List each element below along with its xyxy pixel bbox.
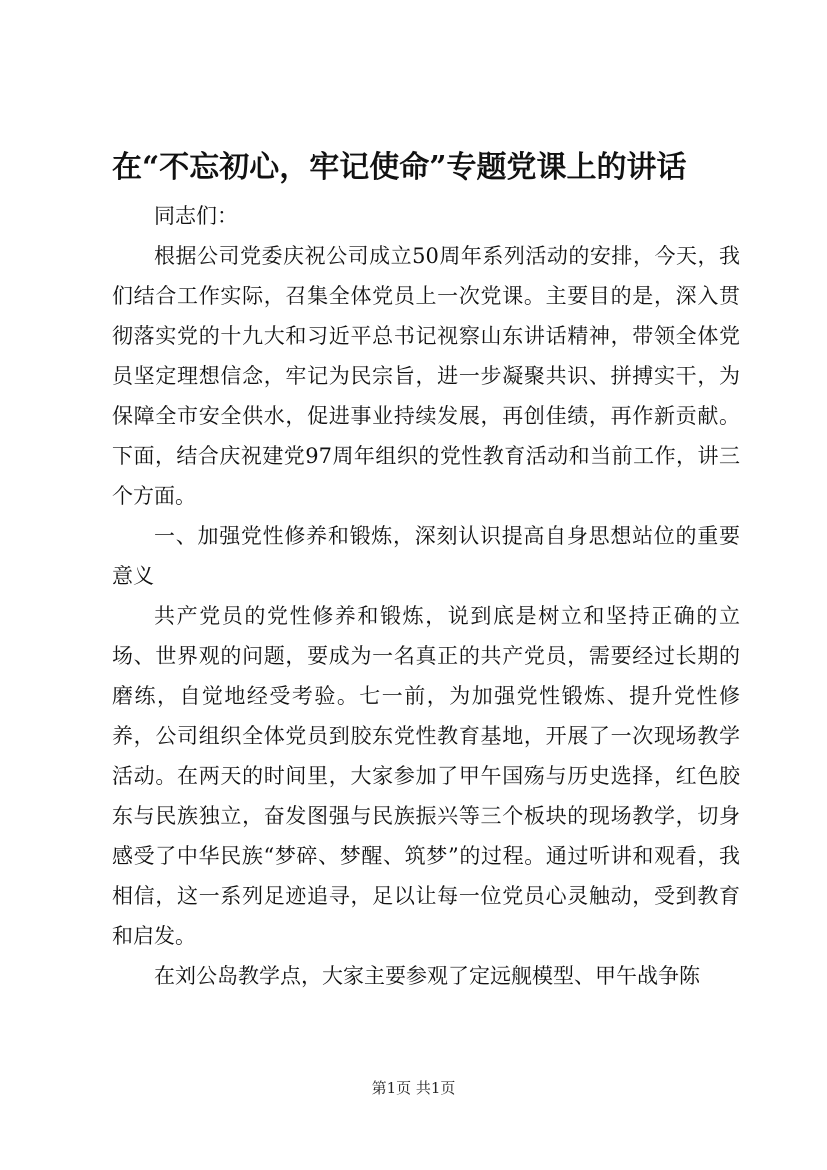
document-title: 在“不忘初心，牢记使命”专题党课上的讲话 [112, 150, 687, 185]
document-body [112, 196, 740, 996]
page-footer: 第1页 共1页 [371, 1079, 456, 1097]
paragraph-intro: 根据公司党委庆祝公司成立50周年系列活动的安排，今天，我们结合工作实际，召集全体党员上一次党课。主要目的是，深入贯彻落实党的十九大和习近平总书记视察山东讲话精神，带领全体党员坚定理想信念，牢记为民宗旨，进一步凝聚共识、拼搏实干，为保障全市安全供水，促进事业持续发展，再创佳绩，再作新贡献。下面，结合庆祝建党97周年组织的党性教育活动和当前工作，讲三个方面。 [112, 244, 740, 508]
paragraph-party-spirit: 共产党员的党性修养和锻炼，说到底是树立和坚持正确的立场、世界观的问题，要成为一名真正的共产党员，需要经过长期的磨练，自觉地经受考验。七一前，为加强党性锻炼、提升党性修养，公司组织全体党员到胶东党性教育基地，开展了一次现场教学活动。在两天的时间里，大家参加了甲午国殇与历史选择，红色胶东与民族独立，奋发图强与民族振兴等三个板块的现场教学，切身感受了中华民族“梦碎、梦醒、筑梦”的过程。通过听讲和观看，我相信，这一系列足迹追寻，足以让每一位党员心灵触动，受到教育和启发。 [112, 604, 740, 948]
paragraph-liugong-island: 在刘公岛教学点，大家主要参观了定远舰模型、甲午战争陈 [154, 964, 700, 988]
section-heading-1: 一、加强党性修养和锻炼，深刻认识提高自身思想站位的重要意义 [112, 524, 740, 588]
salutation: 同志们： [154, 204, 238, 228]
